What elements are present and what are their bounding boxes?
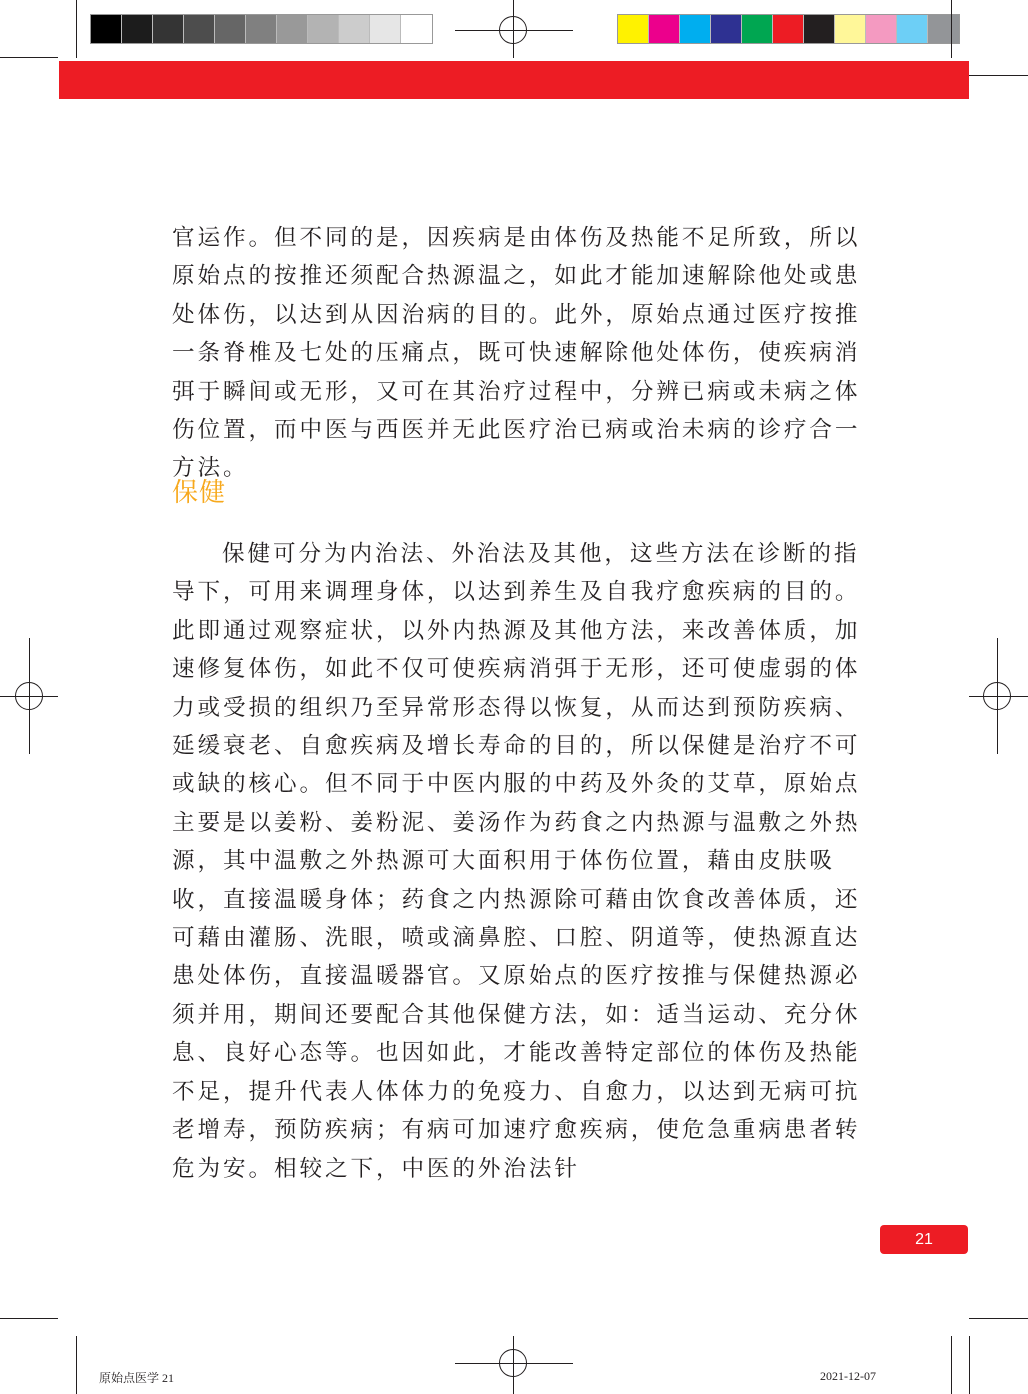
color-swatch [91, 15, 122, 43]
registration-target-icon [983, 682, 1011, 710]
registration-target-icon [15, 682, 43, 710]
footer-date: 2021-12-07 [820, 1369, 876, 1383]
color-swatch [277, 15, 308, 43]
crop-mark [76, 0, 77, 58]
color-swatch-bar [617, 14, 960, 44]
color-swatch [928, 15, 959, 43]
body-paragraph: 官运作。但不同的是，因疾病是由体伤及热能不足所致，所以原始点的按推还须配合热源温之，如此才能加速解除他处或患处体伤，以达到从因治病的目的。此外，原始点通过医疗按推一条脊椎及七处的压痛点，既可快速解除他处体伤，使疾病消弭于瞬间或无形，又可在其治疗过程中，分辨已病或未病之体伤位置，而中医与西医并无此医疗治已病或治未病的诊疗合一方法。 [172, 225, 861, 482]
crop-mark [0, 1318, 58, 1319]
crop-mark [76, 1336, 77, 1394]
color-swatch [339, 15, 370, 43]
color-swatch [804, 15, 835, 43]
page-number-badge: 21 [880, 1225, 968, 1254]
color-swatch [401, 15, 432, 43]
crop-mark [969, 1318, 1028, 1319]
registration-target-icon [499, 16, 527, 44]
color-swatch [711, 15, 742, 43]
registration-target-icon [499, 1349, 527, 1377]
color-swatch [897, 15, 928, 43]
header-red-band [59, 61, 969, 99]
crop-mark [951, 0, 952, 58]
footer-file-name: 原始点医学 21 [99, 1371, 175, 1385]
color-swatch [773, 15, 804, 43]
color-swatch [308, 15, 339, 43]
color-swatch [649, 15, 680, 43]
color-swatch [370, 15, 401, 43]
body-paragraph: 保健可分为内治法、外治法及其他，这些方法在诊断的指导下，可用来调理身体，以达到养生及自我疗愈疾病的目的。此即通过观察症状，以外内热源及其他方法，来改善体质，加速修复体伤，如此不仅可使疾病消弭于无形，还可使虚弱的体力或受损的组织乃至异常形态得以恢复，从而达到预防疾病、延缓衰老、自愈疾病及增长寿命的目的，所以保健是治疗不可或缺的核心。但不同于中医内服的中药及外灸的艾草，原始点主要是以姜粉、姜粉泥、姜汤作为药食之内热源与温敷之外热源，其中温敷之外热源可大面积用于体伤位置，藉由皮肤吸收，直接温暖身体；药食之内热源除可藉由饮食改善体质，还可藉由灌肠、洗眼，喷或滴鼻腔、口腔、阴道等，使热源直达患处体伤，直接温暖器官。又原始点的医疗按推与保健热源必须并用，期间还要配合其他保健方法，如：适当运动、充分休息、良好心态等。也因如此，才能改善特定部位的体伤及热能不足，提升代表人体体力的免疫力、自愈力，以达到无病可抗老增寿，预防疾病；有病可加速疗愈疾病，使危急重病患者转危为安。相较之下，中医的外治法针 [172, 541, 861, 1182]
crop-mark [0, 57, 58, 58]
color-swatch [122, 15, 153, 43]
crop-mark [969, 1336, 970, 1394]
color-swatch [835, 15, 866, 43]
color-swatch [215, 15, 246, 43]
color-swatch [618, 15, 649, 43]
color-swatch [246, 15, 277, 43]
crop-mark [969, 75, 1028, 76]
color-swatch [680, 15, 711, 43]
color-swatch [866, 15, 897, 43]
crop-mark [951, 1336, 952, 1394]
color-swatch [742, 15, 773, 43]
color-swatch [153, 15, 184, 43]
grayscale-swatch-bar [90, 14, 433, 44]
color-swatch [184, 15, 215, 43]
section-heading: 保健 [172, 478, 227, 508]
